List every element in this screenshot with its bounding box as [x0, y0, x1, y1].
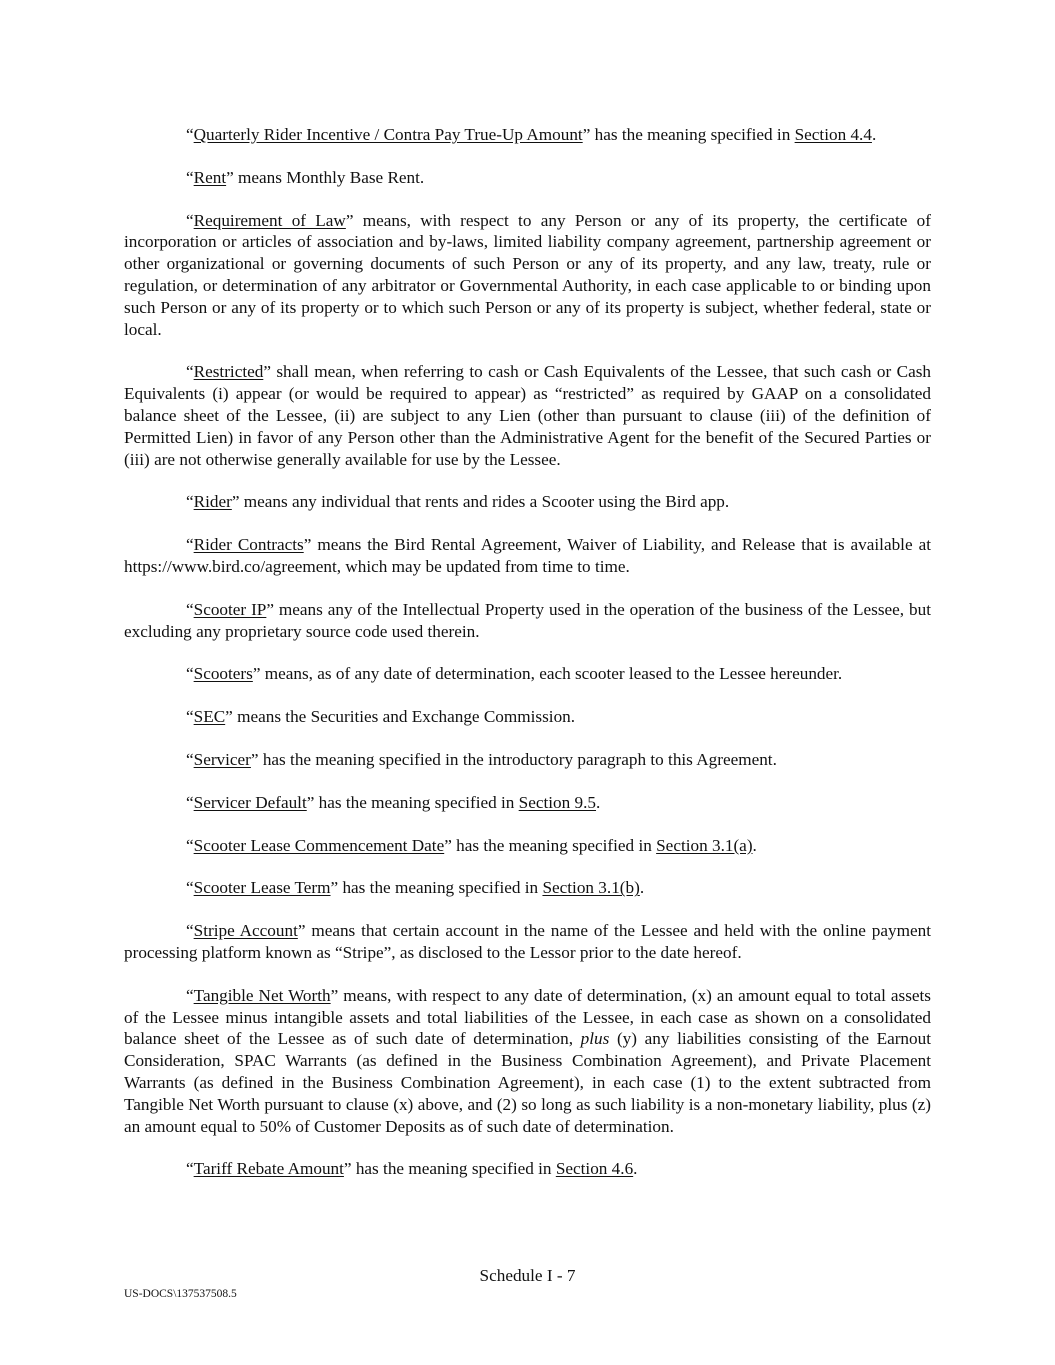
section-reference: Section 3.1(a) — [656, 835, 753, 855]
section-reference: Section 3.1(b) — [542, 878, 640, 898]
defined-term: Tariff Rebate Amount — [193, 1159, 344, 1179]
definition-text: “ — [186, 535, 194, 555]
definition-text: ” means any individual that rents and rides a Scooter using the Bird app. — [231, 492, 730, 512]
section-reference: Section 4.6 — [555, 1159, 634, 1179]
defined-term: Scooter Lease Commencement Date — [193, 835, 445, 855]
definition-text: “ — [186, 125, 194, 144]
defined-term: Restricted — [193, 362, 264, 382]
definition-text: . — [871, 125, 877, 144]
definition-text: “ — [186, 492, 194, 512]
definition-text: . — [633, 1159, 638, 1179]
definition-text: . — [596, 792, 601, 812]
definition-text: ” has the meaning specified in — [306, 792, 519, 812]
definition-servicer-default — [124, 792, 931, 814]
definition-text: ” shall mean, when referring to cash or Cash Equivalents of the Lessee, that such cash or Cash Equivalents (i) appear (or would be required to appear) as “restricted” as required by GAAP on a consolidated balance sheet of the Lessee, (ii) are subject to any Lien (other than pursuant to clause (iii) of the definition of Permitted Lien) in favor of any Person other than the Administrative Agent for the benefit of the Secured Parties or (iii) are not otherwise generally available for use by the Lessee. — [124, 362, 931, 469]
definition-text: ” has the meaning specified in — [444, 835, 657, 855]
defined-term: Rider Contracts — [193, 535, 304, 555]
definition-servicer — [124, 749, 931, 771]
definition-scooter-ip — [124, 599, 931, 643]
definition-text: “ — [186, 167, 194, 187]
defined-term: SEC — [193, 707, 226, 727]
definition-text: “ — [186, 362, 194, 382]
defined-term: Servicer Default — [193, 792, 307, 812]
definition-text: (y) any liabilities consisting of the Earnout Consideration, SPAC Warrants (as defined in the Business Combination Agreement), and Private Placement Warrants (as defined in the Business Combination Agreement), in each case (1) to the extent subtracted from Tangible Net Worth pursuant to clause (x) above, and (2) so long as such liability is a non-monetary liability, plus (z) an amount equal to 50% of Customer Deposits as of such date of determination. — [124, 1029, 931, 1136]
definition-text: “ — [186, 878, 194, 898]
defined-term: Requirement of Law — [193, 210, 346, 230]
definition-restricted — [124, 361, 931, 470]
definition-text: “ — [186, 664, 194, 684]
defined-term: Stripe Account — [193, 921, 298, 941]
defined-term: Scooters — [193, 664, 253, 684]
definition-text: ” has the meaning specified in — [582, 125, 795, 144]
definition-requirement-of-law — [124, 210, 931, 341]
definition-text: ” means any of the Intellectual Property used in the operation of the business of the Lessee, but excluding any proprietary source code used therein. — [124, 599, 931, 641]
defined-term: Tangible Net Worth — [193, 985, 331, 1005]
definition-text: “ — [186, 792, 194, 812]
definition-text: ” means Monthly Base Rent. — [226, 167, 425, 187]
document-id: US-DOCS\137537508.5 — [124, 1288, 237, 1300]
definition-tariff-rebate-amount — [124, 1158, 931, 1180]
definition-rent — [124, 167, 931, 189]
definition-tangible-net-worth — [124, 985, 931, 1138]
definition-text: “ — [186, 210, 194, 230]
definitions-list — [124, 124, 931, 1201]
definition-text: ” means the Securities and Exchange Commission. — [225, 707, 576, 727]
page-number: Schedule I - 7 — [479, 1266, 576, 1285]
definition-text: ” has the meaning specified in — [343, 1159, 556, 1179]
definition-rider-contracts — [124, 534, 931, 578]
definition-text: ” means, as of any date of determination, each scooter leased to the Lessee hereunder. — [252, 664, 843, 684]
definition-text: . — [752, 835, 757, 855]
definition-rider — [124, 491, 931, 513]
defined-term: Scooter Lease Term — [193, 878, 331, 898]
definition-scooter-lease-commencement-date — [124, 835, 931, 857]
definition-quarterly-rider-incentive — [124, 124, 931, 146]
definition-scooter-lease-term — [124, 877, 931, 899]
definition-text: “ — [186, 921, 194, 941]
emphasis-text: plus — [580, 1029, 610, 1049]
definition-stripe-account — [124, 920, 931, 964]
definition-text: ” means, with respect to any date of determination, (x) an amount equal to total assets of the Lessee minus intangible assets and total liabilities of the Lessee, in each case as shown on a consolidated balance sheet of the Lessee as of such date of determination, — [124, 985, 931, 1049]
section-reference: Section 4.4 — [794, 125, 872, 144]
section-reference: Section 9.5 — [518, 792, 597, 812]
definition-text: ” has the meaning specified in the introductory paragraph to this Agreement. — [250, 749, 777, 769]
definition-scooters — [124, 663, 931, 685]
definition-text: “ — [186, 749, 194, 769]
definition-text: ” means the Bird Rental Agreement, Waiver of Liability, and Release that is available at https://www.bird.co/agreement, which may be updated from time to time. — [124, 535, 931, 576]
defined-term: Scooter IP — [193, 599, 267, 619]
definition-text: “ — [186, 1159, 194, 1179]
defined-term: Rent — [193, 167, 227, 187]
definition-text: ” means that certain account in the name of the Lessee and held with the online payment processing platform known as “Stripe”, as disclosed to the Lessor prior to the date hereof. — [124, 921, 931, 962]
defined-term: Servicer — [193, 749, 251, 769]
definition-text: “ — [186, 835, 194, 855]
definition-text: ” means, with respect to any Person or any of its property, the certificate of incorporation or articles of association and by-laws, limited liability company agreement, partnership agreement or other organizational or governing documents of such Person or any of its property, and any law, treaty, rule or regulation, or determination of any arbitrator or Governmental Authority, in each case applicable to or binding upon such Person or any of its property or to which such Person or any of its property is subject, whether federal, state or local. — [124, 210, 931, 339]
defined-term: Quarterly Rider Incentive / Contra Pay True-Up Amount — [193, 125, 583, 144]
definition-sec — [124, 706, 931, 728]
definition-text: “ — [186, 707, 194, 727]
definition-text: . — [639, 878, 645, 898]
defined-term: Rider — [193, 492, 232, 512]
definition-text: “ — [186, 985, 194, 1005]
definition-text: ” has the meaning specified in — [330, 878, 543, 898]
definition-text: “ — [186, 599, 194, 619]
